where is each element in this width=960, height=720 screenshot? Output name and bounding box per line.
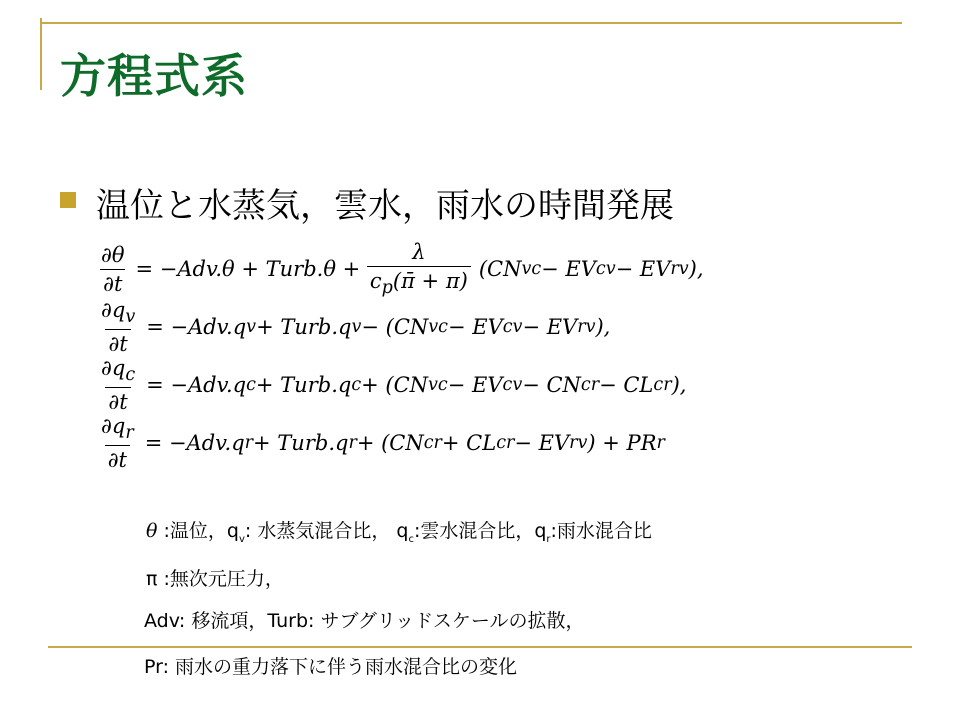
note-line-4: Pr: 雨水の重力落下に伴う雨水混合比の変化 bbox=[144, 656, 518, 678]
slide-title: 方程式系 bbox=[60, 49, 248, 103]
note-line-1: θ :温位，$q_v$: 水蒸気混合比， $q_c$:雲水混合比，$q_r$:雨水混合比 bbox=[146, 520, 652, 545]
equation-qr: $\frac{\partial q_r}{\partial t}$ = −Adv.q r + Turb.q r + (CN cr + CL cr − EV rv ) + PR r bbox=[101, 413, 665, 473]
frame-vertical-rule bbox=[40, 18, 42, 90]
bullet-text: 温位と水蒸気，雲水，雨水の時間発展 bbox=[96, 186, 674, 226]
note-line-2: π :無次元圧力， bbox=[146, 568, 284, 590]
equation-theta: $\frac{\partial\theta}{\partial t}$ = −Adv.θ + Turb.θ + $\frac{\lambda}{c_p(\pī + \pi)}$ (CN vc − EV cv − EV rv ), bbox=[101, 239, 704, 299]
note-line-3: Adv: 移流項，Turb: サブグリッドスケールの拡散， bbox=[144, 610, 585, 632]
frame-top-rule bbox=[40, 22, 902, 24]
frame-bottom-rule bbox=[48, 646, 912, 648]
equation-block bbox=[98, 240, 758, 472]
bullet-square-icon bbox=[60, 192, 76, 208]
equation-qv: $\frac{\partial q_v}{\partial t}$ = −Adv.q v + Turb.q v − (CN vc − EV cv − EV rv ), bbox=[101, 297, 611, 357]
equation-qc: $\frac{\partial q_c}{\partial t}$ = −Adv.q c + Turb.q c + (CN vc − EV cv − CN cr − CL cr ), bbox=[101, 355, 687, 415]
